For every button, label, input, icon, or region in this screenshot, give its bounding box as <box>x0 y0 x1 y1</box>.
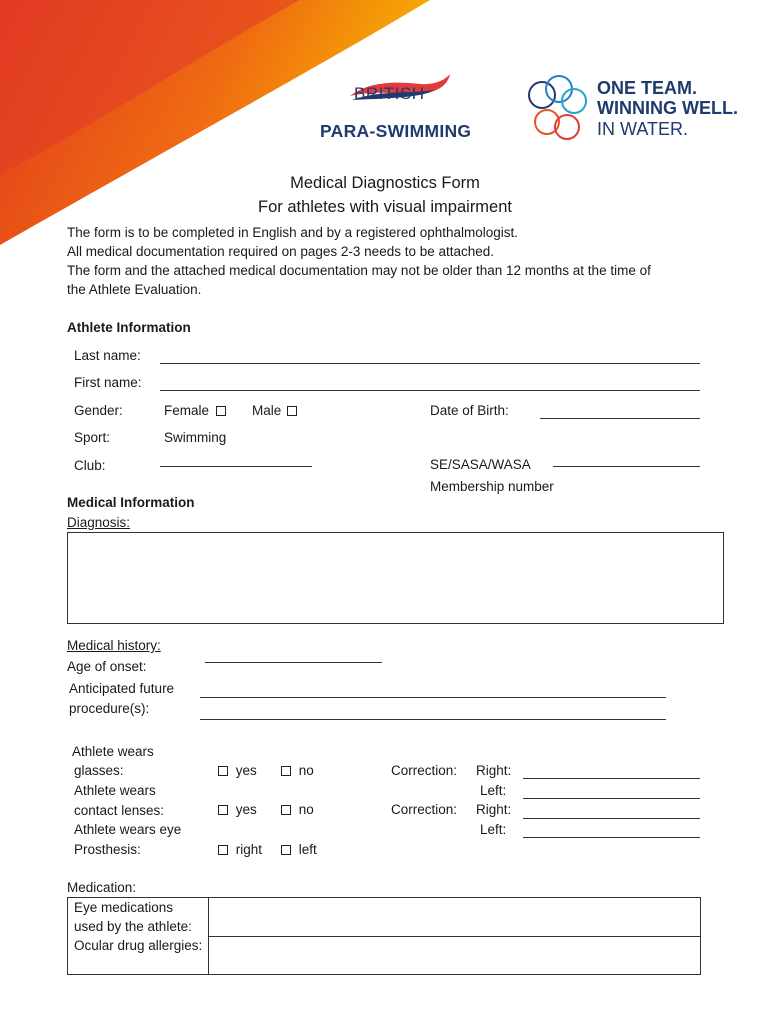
membership-field[interactable] <box>553 466 700 467</box>
form-subtitle: For athletes with visual impairment <box>257 198 512 216</box>
no-label: no <box>298 802 314 817</box>
one-team-logo <box>527 75 762 145</box>
eye-meds-label: used by the athlete: <box>74 919 192 934</box>
last-name-field[interactable] <box>160 363 700 364</box>
glasses-no-checkbox[interactable] <box>281 766 291 776</box>
logo-text-winning-well: WINNING WELL. <box>597 98 738 118</box>
lenses-label: Athlete wears <box>74 783 156 798</box>
eye-meds-field[interactable] <box>209 898 700 936</box>
intro-line: The form and the attached medical documentation may not be older than 12 months at the time of <box>67 263 651 278</box>
lenses-right-field[interactable] <box>523 818 700 819</box>
female-checkbox[interactable] <box>216 406 226 416</box>
lenses-yes-option[interactable] <box>218 801 257 819</box>
right-option-label: right <box>235 842 263 857</box>
male-checkbox[interactable] <box>287 406 297 416</box>
prosthesis-right-option[interactable] <box>218 841 262 859</box>
glasses-left-field[interactable] <box>523 798 700 799</box>
glasses-label: Athlete wears <box>72 744 154 759</box>
prosthesis-label: Athlete wears eye <box>74 822 182 837</box>
glasses-no-option[interactable] <box>281 762 314 780</box>
age-onset-label: Age of onset: <box>67 659 147 674</box>
male-label: Male <box>252 403 282 418</box>
lenses-correction-label: Correction: <box>391 802 458 817</box>
anticipated-label: Anticipated future <box>69 681 175 696</box>
sport-value: Swimming <box>164 430 227 445</box>
gender-label: Gender: <box>74 403 123 418</box>
logo-text-para-swimming: PARA-SWIMMING <box>320 121 472 141</box>
intro-line: The form is to be completed in English and by a registered ophthalmologist. <box>67 225 518 240</box>
glasses-left-label: Left: <box>480 783 507 798</box>
anticipated-field-2[interactable] <box>200 719 666 720</box>
lenses-right-label: Right: <box>476 802 512 817</box>
lenses-yes-checkbox[interactable] <box>218 805 228 815</box>
glasses-label: glasses: <box>74 763 124 778</box>
gender-female-option[interactable] <box>164 402 230 420</box>
intro-line: All medical documentation required on pages 2-3 needs to be attached. <box>67 244 495 259</box>
left-option-label: left <box>298 842 317 857</box>
yes-label: yes <box>235 763 257 778</box>
prosthesis-left-checkbox[interactable] <box>281 845 291 855</box>
yes-label: yes <box>235 802 257 817</box>
first-name-label: First name: <box>74 375 142 390</box>
medical-info-heading: Medical Information <box>67 495 195 510</box>
club-label: Club: <box>74 458 106 473</box>
lenses-left-label: Left: <box>480 822 507 837</box>
prosthesis-label: Prosthesis: <box>74 842 141 857</box>
allergies-field[interactable] <box>209 937 700 974</box>
athlete-info-heading: Athlete Information <box>67 320 191 335</box>
glasses-yes-checkbox[interactable] <box>218 766 228 776</box>
glasses-right-field[interactable] <box>523 778 700 779</box>
anticipated-label: procedure(s): <box>69 701 150 716</box>
anticipated-field-1[interactable] <box>200 697 666 698</box>
sport-label: Sport: <box>74 430 111 445</box>
logo-text-in-water: IN WATER. <box>597 119 688 139</box>
diagnosis-textarea[interactable] <box>67 532 724 624</box>
lenses-left-field[interactable] <box>523 837 700 838</box>
allergies-label: Ocular drug allergies: <box>74 938 203 953</box>
gender-male-option[interactable] <box>252 402 301 420</box>
lenses-label: contact lenses: <box>74 803 165 818</box>
intro-line: the Athlete Evaluation. <box>67 282 202 297</box>
lenses-no-checkbox[interactable] <box>281 805 291 815</box>
medical-history-label: Medical history: <box>67 638 161 653</box>
logo-text-british: BRITISH <box>354 84 425 103</box>
lenses-no-option[interactable] <box>281 801 314 819</box>
no-label: no <box>298 763 314 778</box>
glasses-yes-option[interactable] <box>218 762 257 780</box>
medication-table <box>67 897 701 975</box>
logo-text-one-team: ONE TEAM. <box>597 78 698 98</box>
prosthesis-left-option[interactable] <box>281 841 317 859</box>
female-label: Female <box>164 403 210 418</box>
membership-label: Membership number <box>430 479 554 494</box>
diagnosis-label: Diagnosis: <box>67 515 131 530</box>
british-para-swimming-logo <box>320 72 480 147</box>
prosthesis-right-checkbox[interactable] <box>218 845 228 855</box>
sesa-label: SE/SASA/WASA <box>430 457 531 472</box>
glasses-right-label: Right: <box>476 763 512 778</box>
form-title: Medical Diagnostics Form <box>290 174 480 192</box>
dob-label: Date of Birth: <box>430 403 509 418</box>
first-name-field[interactable] <box>160 390 700 391</box>
last-name-label: Last name: <box>74 348 141 363</box>
glasses-correction-label: Correction: <box>391 763 458 778</box>
eye-meds-label: Eye medications <box>74 900 174 915</box>
club-field[interactable] <box>160 466 312 467</box>
age-onset-field[interactable] <box>205 662 382 663</box>
medication-label: Medication: <box>67 880 137 895</box>
dob-field[interactable] <box>540 418 700 419</box>
olympic-rings-icon <box>527 75 587 143</box>
